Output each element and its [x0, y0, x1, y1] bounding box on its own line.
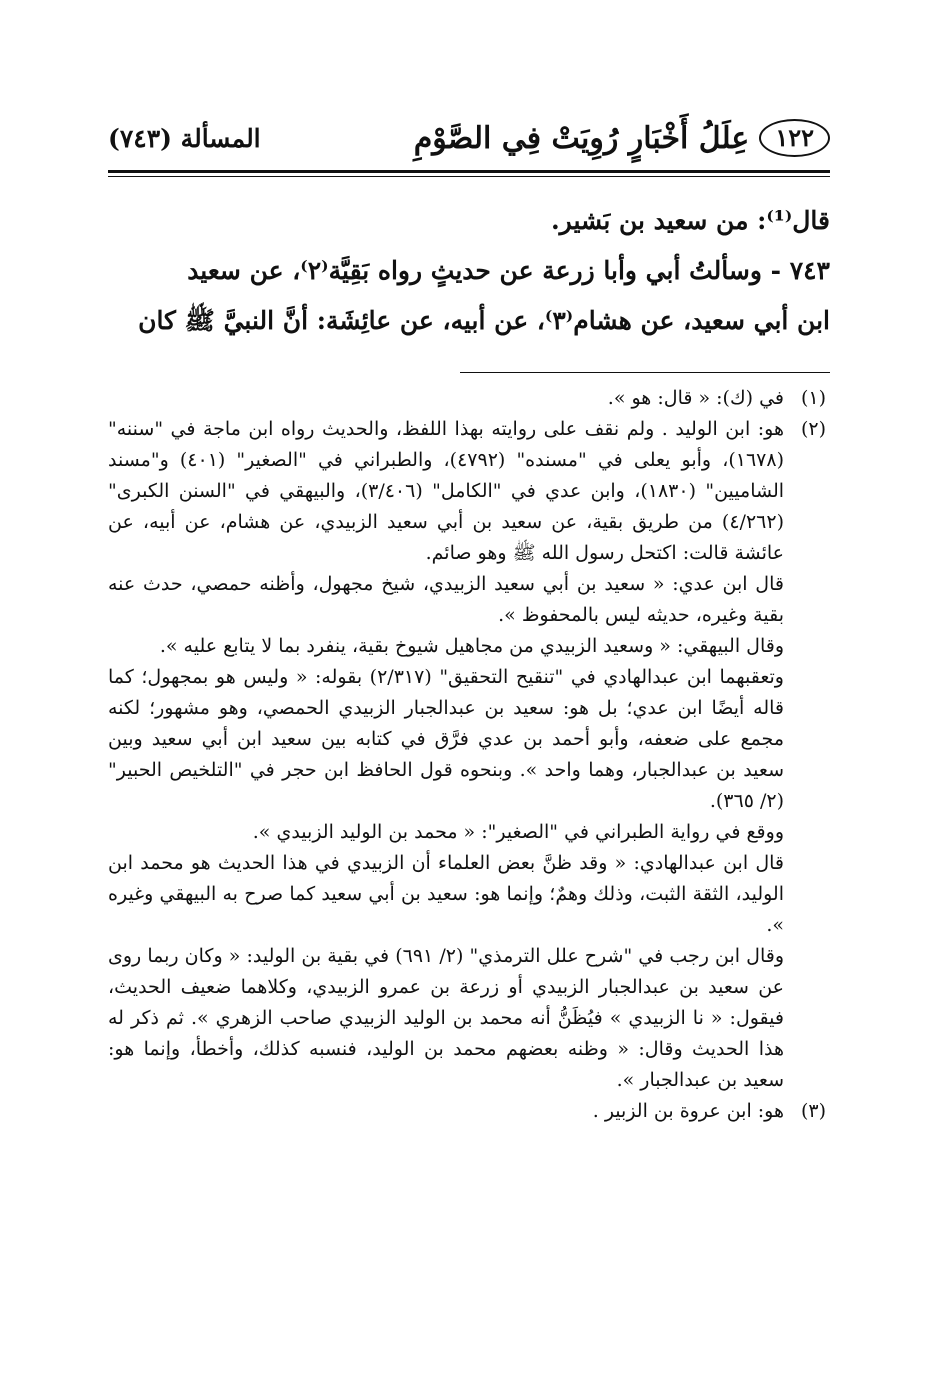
footnote-number: (١) [800, 387, 826, 409]
main-line-1: قال⁽¹⁾: من سعيد بن بَشير. [550, 206, 830, 235]
main-line-2: ٧٤٣ - وسألتُ أبي وأبا زرعة عن حديثٍ رواه بَقِيَّة⁽٢⁾، عن سعيد [187, 256, 830, 285]
book-title: عِلَلُ أَخْبَارٍ رُوِيَتْ فِي الصَّوْمِ [413, 120, 750, 156]
footnote-text: هو: ابن عروة بن الزبير . [592, 1100, 784, 1122]
footnote-paragraph: هو: ابن الوليد . ولم نقف على روايته بهذا اللفظ، والحديث رواه ابن ماجة في "سننه" (١٦٧٨)، وأبو يعلى في "مسنده" (٤٧٩٢)، والطبراني في "الصغير" (٤٠١) و"مسند الشاميين" (١٨٣٠)، وابن عدي في "الكامل" (٣/٤٠٦)، والبيهقي في "السنن الكبرى" (٤/٢٦٢) من طريق بقية، عن سعيد بن أبي سعيد الزبيدي، عن هشام، عن أبيه، عن عائشة قالت: اكتحل رسول الله ﷺ وهو صائم. [108, 418, 785, 564]
page-header [108, 110, 830, 166]
footnote-3 [108, 1096, 826, 1127]
page-number: ١٢٢ [759, 119, 830, 157]
footnote-paragraph: وتعقبهما ابن عبدالهادي في "تنقيح التحقيق" (٢/٣١٧) بقوله: « وليس هو بمجهول؛ كما قاله أيضًا ابن عدي؛ بل هو: سعيد بن عبدالجبار الزبيدي الحمصي، وهو مشهور؛ لكنه مجمع على ضعفه، وأبو أحمد بن عدي فرَّق في كتابه بين سعيد ابن أبي سعيد وبين سعيد بن عبدالجبار، وهما واحد ». وبنحوه قول الحافظ ابن حجر في "التلخيص الحبير" (٢/ ٣٦٥). [108, 666, 784, 812]
footnote-paragraph: وقال ابن رجب في "شرح علل الترمذي" (٢/ ٦٩١) في بقية بن الوليد: « وكان ربما روى عن سعيد بن عبدالجبار الزبيدي أو زرعة بن عمرو الزبيدي، وكلاهما ضعيف الحديث، فيقول: « نا الزبيدي » فيُظَنُّ أنه محمد بن الوليد الزبيدي صاحب الزهري ». ثم ذكر له هذا الحديث وقال: « وظنه بعضهم محمد بن الوليد، فنسبه كذلك، وأخطأ، وإنما هو: سعيد بن عبدالجبار ». [108, 945, 784, 1091]
header-divider [108, 170, 830, 177]
footnote-1 [108, 383, 826, 414]
footnotes [108, 383, 826, 1127]
footnote-text: في (ك): « قال: هو ». [607, 387, 784, 409]
footnote-paragraph: قال ابن عبدالهادي: « وقد ظنَّ بعض العلماء أن الزبيدي في هذا الحديث هو محمد ابن الوليد، الثقة الثبت، وذلك وهمٌ؛ وإنما هو: سعيد بن أبي سعيد كما صرح به البيهقي وغيره ». [108, 852, 784, 936]
footnote-2 [108, 414, 826, 1096]
footnote-number: (٣) [800, 1100, 826, 1122]
footnote-paragraph: قال ابن عدي: « سعيد بن أبي سعيد الزبيدي، شيخ مجهول، وأظنه حمصي، حدث عنه بقية وغيره، حديثه ليس بالمحفوظ ». [108, 573, 784, 626]
header-title-group [414, 119, 830, 157]
footnote-paragraph: ووقع في رواية الطبراني في "الصغير": « محمد بن الوليد الزبيدي ». [252, 821, 784, 843]
issue-label: المسألة (٧٤٣) [108, 123, 261, 153]
main-line-3: ابن أبي سعيد، عن هشام⁽٣⁾، عن أبيه، عن عائِشَة: أنَّ النبيَّ ﷺ كان [138, 306, 830, 335]
footnote-divider [460, 372, 830, 373]
footnote-paragraph: وقال البيهقي: « وسعيد الزبيدي من مجاهيل شيوخ بقية، ينفرد بما لا يتابع عليه ». [159, 635, 784, 657]
main-text [108, 196, 830, 346]
footnote-number: (٢) [800, 418, 826, 440]
